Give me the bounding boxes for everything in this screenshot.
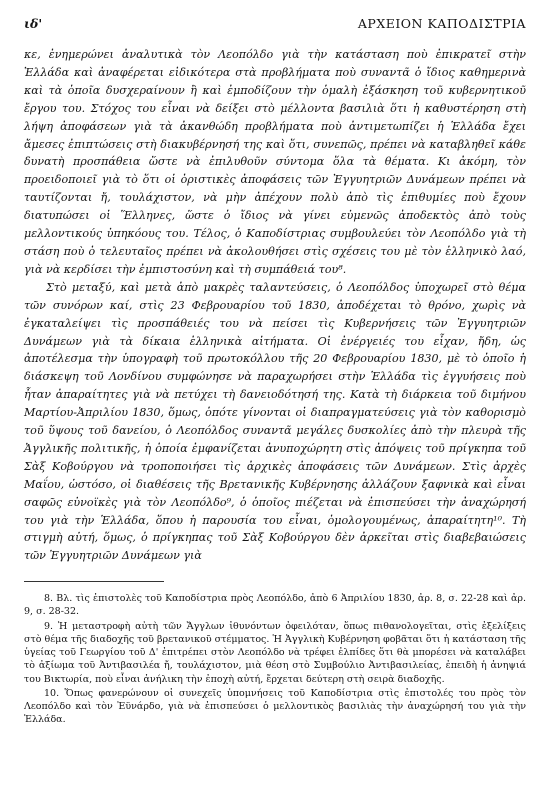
footnote-divider: [24, 581, 164, 582]
footnote-10: 10. Ὅπως φανερώνουν οἱ συνεχεῖς ὑπομνήσεις τοῦ Καποδίστρια στὶς ἐπιστολές του πρὸς τὸν Λεοπόλδο καὶ τὸν Ἐϋνάρδο, γιὰ νὰ ἐπισπεύσει ὁ μελλοντικὸς βασιλιὰς τὴν ἀναχώρησή του γιὰ τὴν Ἑλλάδα.: [24, 687, 526, 726]
document-page: [24, 16, 526, 727]
running-title: ΑΡΧΕΙΟΝ ΚΑΠΟΔΙΣΤΡΙΑ: [357, 16, 526, 31]
footnotes: [24, 592, 526, 726]
page-number: ιδ': [24, 16, 43, 31]
footnote-9: 9. Ἡ μεταστροφὴ αὐτὴ τῶν Ἄγγλων ἰθυνόντων ὀφειλόταν, ὅπως πιθανολογεῖται, στὶς ἐξελίξεις στὸ θέμα τῆς διαδοχῆς τοῦ βρετανικοῦ στέμματος. Ἡ Ἀγγλικὴ Κυβέρνηση φοβᾶται ὅτι ἡ κατάσταση τῆς ὑγείας τοῦ Γεωργίου τοῦ Δ' ἐπιτρέπει στὸν Λεοπόλδο νὰ τρέφει ἐλπίδες ὅτι θὰ μπορέσει νὰ καταλάβει τὸ ἀξίωμα τοῦ Ἀντιβασιλέα ἤ, τουλάχιστον, μιὰ θέση στὸ Συμβούλιο Ἀντιβασιλείας, ἐπειδὴ ἡ ἀνηψιά του Βικτωρία, ποὺ εἶναι ἀνήλικη τὴν ἐποχὴ αὐτή, ἔρχεται δεύτερη στὴ σειρὰ διαδοχῆς.: [24, 620, 526, 685]
body-paragraph-2: Στὸ μεταξύ, καὶ μετὰ ἀπὸ μακρὲς ταλαντεύσεις, ὁ Λεοπόλδος ὑποχωρεῖ στὸ θέμα τῶν συνόρων καί, στὶς 23 Φεβρουαρίου τοῦ 1830, ἀποδέχεται τὸ θρόνο, χωρὶς νὰ ἐγκαταλείψει τὶς προσπάθειές του νὰ πείσει τὶς Κυβερνήσεις τῶν Ἐγγυητριῶν Δυνάμεων γιὰ τὰ δίκαια ἑλληνικὰ αἰτήματα. Οἱ ἐνέργειές του εἶχαν, ἤδη, ὡς ἀποτέλεσμα τὴν ὑπογραφὴ τοῦ πρωτοκόλλου τῆς 20 Φεβρουαρίου 1830, μὲ τὸ ὁποῖο ἡ διάσκεψη τοῦ Λονδίνου συμφώνησε νὰ παραχωρήσει στὴν Ἑλλάδα τὶς ἐγγυήσεις ποὺ ἦταν ἀπαραίτητες γιὰ νὰ πετύχει τὴ δανειοδότησή της. Κατὰ τὴ διάρκεια τοῦ διμήνου Μαρτίου-Ἀπριλίου 1830, ὅμως, ὁπότε γίνονται οἱ διαπραγματεύσεις γιὰ τὸν καθορισμὸ τοῦ ὕψους τοῦ δανείου, ὁ Λεοπόλδος συναντᾶ μεγάλες δυσκολίες ἀπὸ τὴν πλευρὰ τῆς Ἀγγλικῆς πολιτικῆς, ἡ ὁποία ἐμφανίζεται ἀνυποχώρητη στὶς ἀπόψεις τοῦ πρίγκηπα τοῦ Σὰξ Κοβούργου νὰ τροποποιήσει τὶς ἀρχικὲς ἀποφάσεις τῶν Δυνάμεων. Στὶς ἀρχὲς Μαΐου, ὡστόσο, οἱ διαθέσεις τῆς Βρετανικῆς Κυβέρνησης ἀλλάζουν ξαφνικὰ καὶ εἶναι σαφῶς εὐνοϊκὲς γιὰ τὸν Λεοπόλδο⁹, ὁ ὁποῖος πιέζεται νὰ ἐπισπεύσει τὴν ἀναχώρησή του γιὰ τὴν Ἑλλάδα, ὅπου ἡ παρουσία του εἶναι, ὁμολογουμένως, ἀπαραίτητη¹⁰. Τὴ στιγμὴ αὐτή, ὅμως, ὁ πρίγκηπας τοῦ Σὰξ Κοβούργου δὲν ἀρκεῖται στὶς διαβεβαιώσεις τῶν Ἐγγυητριῶν Δυνάμεων γιὰ: [24, 280, 526, 563]
page-header: [24, 16, 526, 38]
body-paragraph-1: κε, ἐνημερώνει ἀναλυτικὰ τὸν Λεοπόλδο γιὰ τὴν κατάσταση ποὺ ἐπικρατεῖ στὴν Ἑλλάδα καὶ ἀναφέρεται εἰδικότερα στὰ προβλήματα ποὺ συναντᾶ ὁ ἴδιος καθημερινὰ καὶ τὰ ὁποῖα δυσχεραίνουν ἢ καὶ ἐμποδίζουν τὴν ὁμαλὴ ἐξάσκηση τοῦ κυβερνητικοῦ ἔργου του. Στόχος του εἶναι νὰ δείξει στὸ μέλλοντα βασιλιὰ ὅτι ἡ καθυστέρηση στὴ λήψη ἀποφάσεων γιὰ τὰ ἀκανθώδη προβλήματα ποὺ ἀντιμετωπίζει ἡ Ἑλλάδα ἔχει ἄμεσες ἐπιπτώσεις στὴ διακυβέρνησή της καὶ ὅτι, συνεπῶς, πρέπει νὰ καταβληθεῖ κάθε δυνατὴ προσπάθεια ὥστε νὰ ἐπιλυθοῦν σύντομα ὅλα τὰ θέματα. Κι ἀκόμη, τὸν προειδοποιεῖ γιὰ τὸ ὅτι οἱ ὁριστικὲς ἀποφάσεις τῶν Ἐγγυητριῶν Δυνάμεων πρέπει νὰ ταυτίζονται ἤ, τουλάχιστον, νὰ μὴν ἀπέχουν πολὺ ἀπὸ τὶς ἐπιθυμίες ποὺ ἔχουν διατυπώσει οἱ Ἕλληνες, ὥστε ὁ ἴδιος νὰ γίνει εὐμενῶς ἀποδεκτὸς ἀπὸ τοὺς μελλοντικούς ὑπηκόους του. Τέλος, ὁ Καποδίστριας συμβουλεύει τὸν Λεοπόλδο γιὰ τὴ στάση ποὺ ὁ τελευταῖος πρέπει νὰ ἀκολουθήσει στὶς σχέσεις του μὲ τὸν ἑλληνικὸ λαό, γιὰ νὰ κερδίσει τὴν ἐμπιστοσύνη καὶ τὴ συμπάθειά του⁸.: [24, 48, 526, 276]
body-text: [24, 46, 526, 565]
footnote-8: 8. Βλ. τὶς ἐπιστολὲς τοῦ Καποδίστρια πρὸς Λεοπόλδο, ἀπὸ 6 Ἀπριλίου 1830, ἀρ. 8, σ. 22-28 καὶ ἀρ. 9, σ. 28-32.: [24, 593, 526, 618]
